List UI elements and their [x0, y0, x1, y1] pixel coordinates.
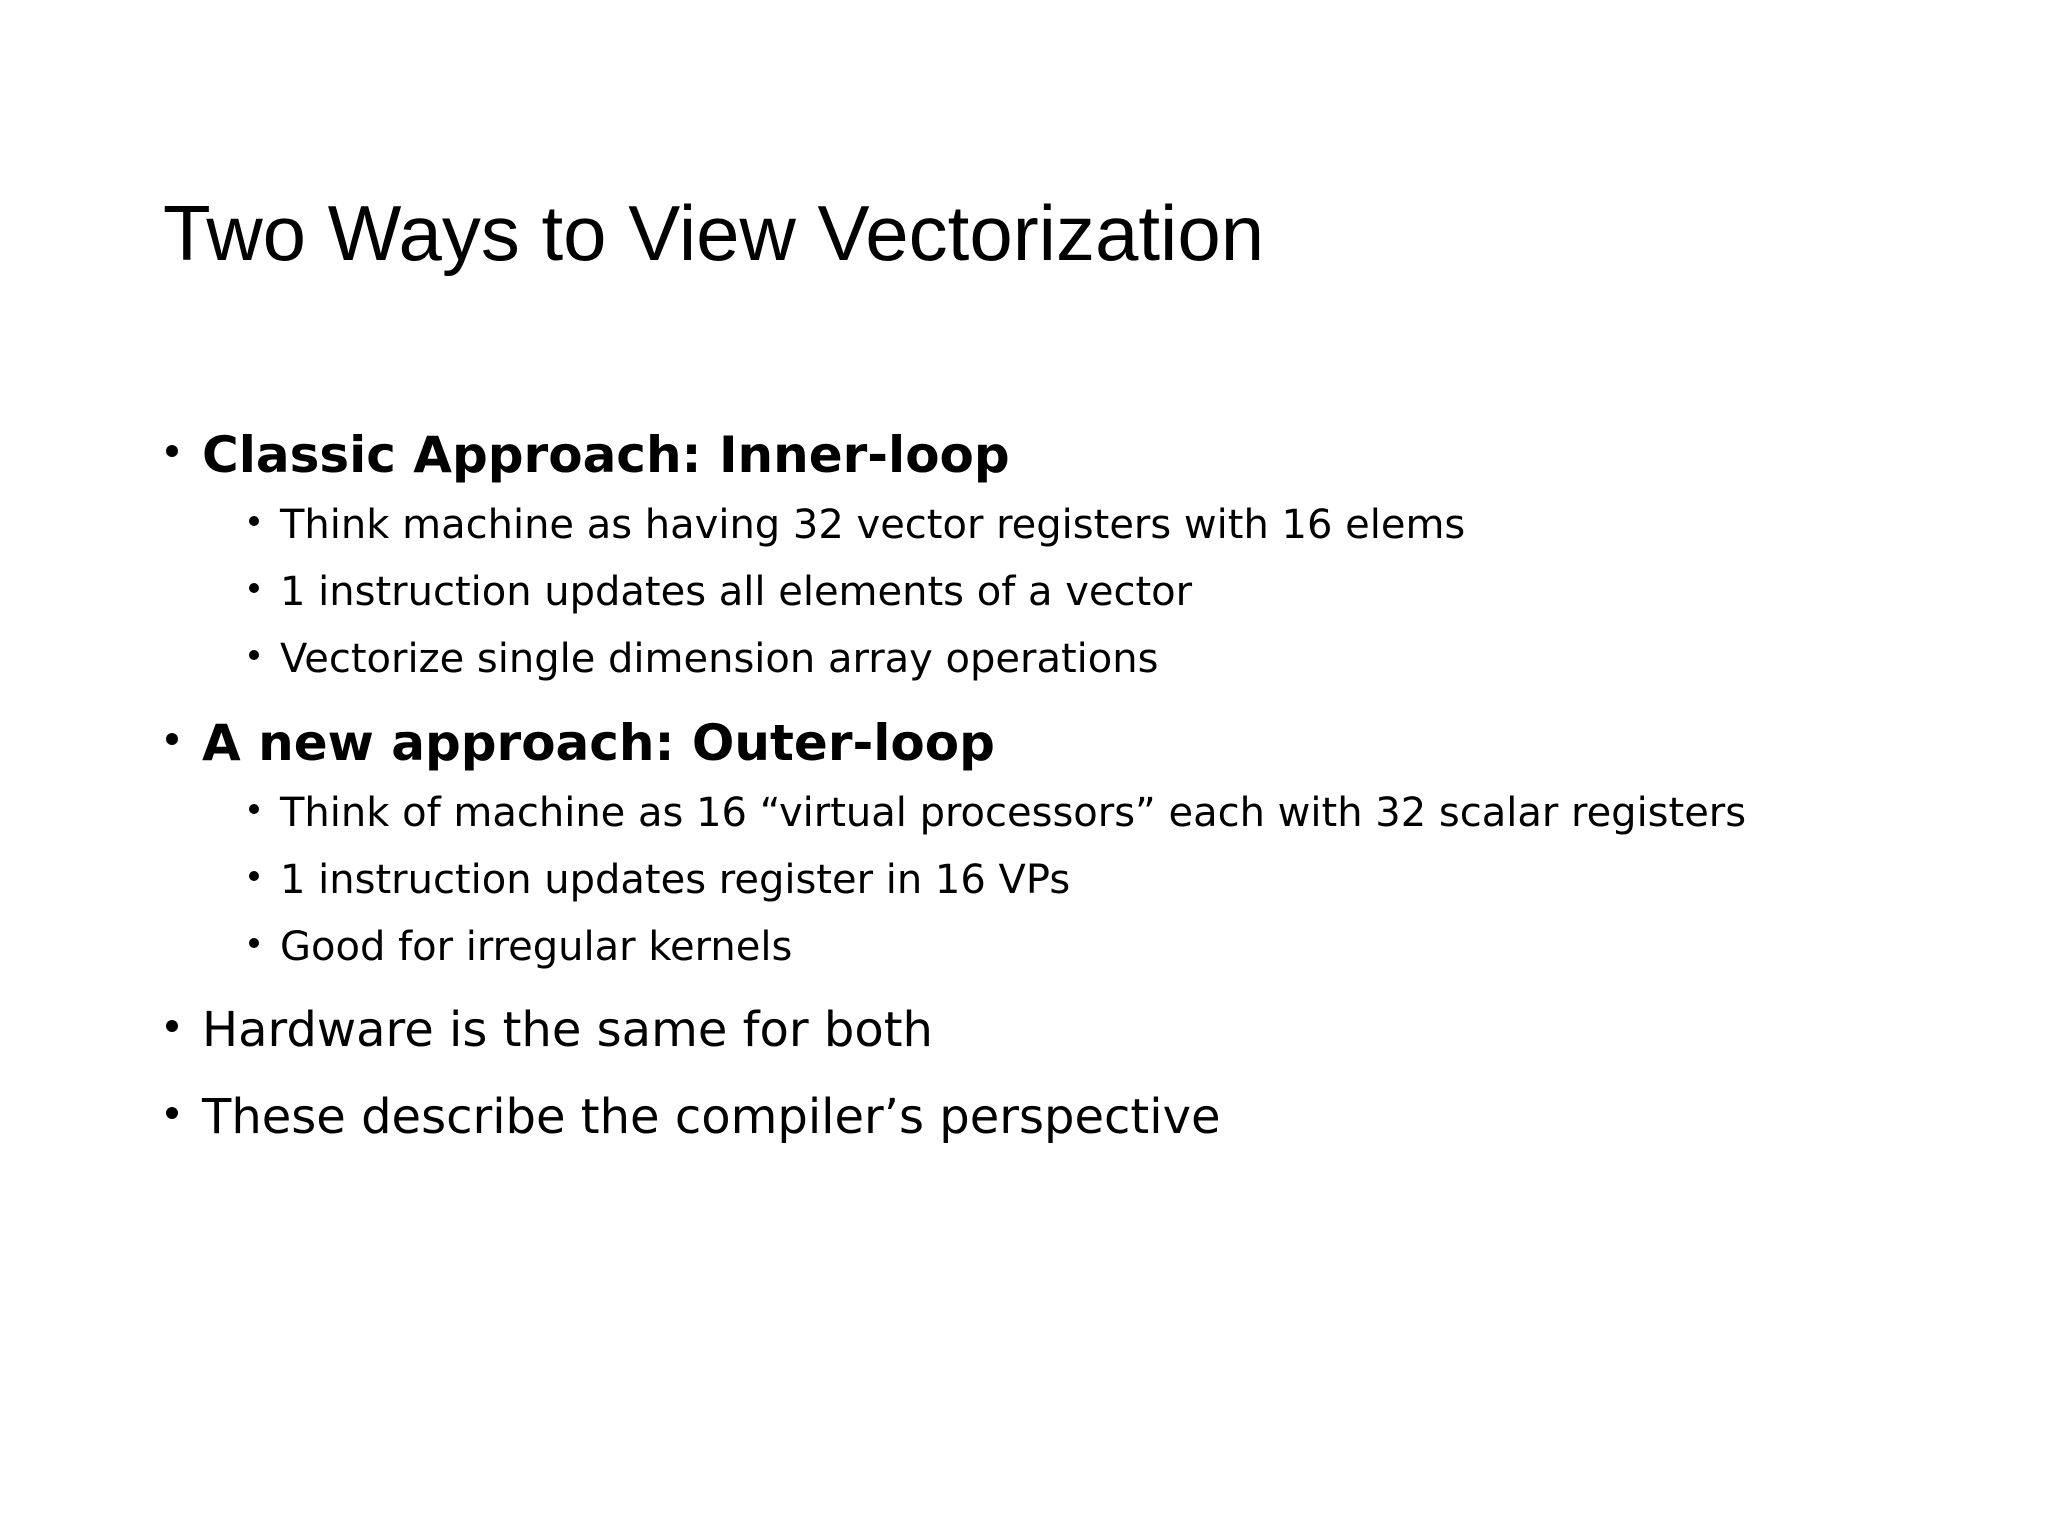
bullet-dot-icon	[166, 1020, 178, 1032]
bullet-item-compiler-perspective	[202, 1087, 1221, 1147]
bullet-text: Hardware is the same for both	[202, 1002, 933, 1058]
bullet-text: Classic Approach: Inner-loop	[202, 426, 1010, 484]
sub-bullet-item-irregular-kernels	[280, 922, 792, 972]
bullet-dot-icon	[249, 516, 259, 526]
bullet-text: These describe the compiler’s perspective	[202, 1089, 1221, 1145]
sub-bullet-item-one-instruction-all-elements	[280, 567, 1192, 617]
sub-bullet-item-register-in-16-vps	[280, 855, 1070, 905]
bullet-text: Think machine as having 32 vector registers with 16 elems	[280, 502, 1466, 548]
slide-title: Two Ways to View Vectorization	[163, 189, 1265, 277]
bullet-text: Think of machine as 16 “virtual processors” each with 32 scalar registers	[280, 790, 1747, 836]
bullet-item-hardware-same	[202, 1000, 933, 1060]
bullet-dot-icon	[249, 804, 259, 814]
bullet-dot-icon	[166, 733, 178, 745]
bullet-text: 1 instruction updates all elements of a vector	[280, 569, 1193, 615]
bullet-dot-icon	[249, 583, 259, 593]
sub-bullet-item-single-dimension-array	[280, 634, 1158, 684]
bullet-dot-icon	[249, 650, 259, 660]
bullet-dot-icon	[249, 871, 259, 881]
bullet-item-classic-approach	[202, 425, 1010, 485]
bullet-dot-icon	[166, 445, 178, 457]
sub-bullet-item-virtual-processors	[280, 788, 1746, 838]
bullet-item-new-approach	[202, 713, 995, 773]
bullet-text: A new approach: Outer-loop	[202, 714, 995, 772]
bullet-dot-icon	[249, 938, 259, 948]
sub-bullet-item-32-vector-registers	[280, 500, 1465, 550]
bullet-text: Vectorize single dimension array operations	[280, 636, 1159, 682]
bullet-dot-icon	[166, 1107, 178, 1119]
bullet-text: Good for irregular kernels	[280, 924, 793, 970]
bullet-text: 1 instruction updates register in 16 VPs	[280, 857, 1071, 903]
